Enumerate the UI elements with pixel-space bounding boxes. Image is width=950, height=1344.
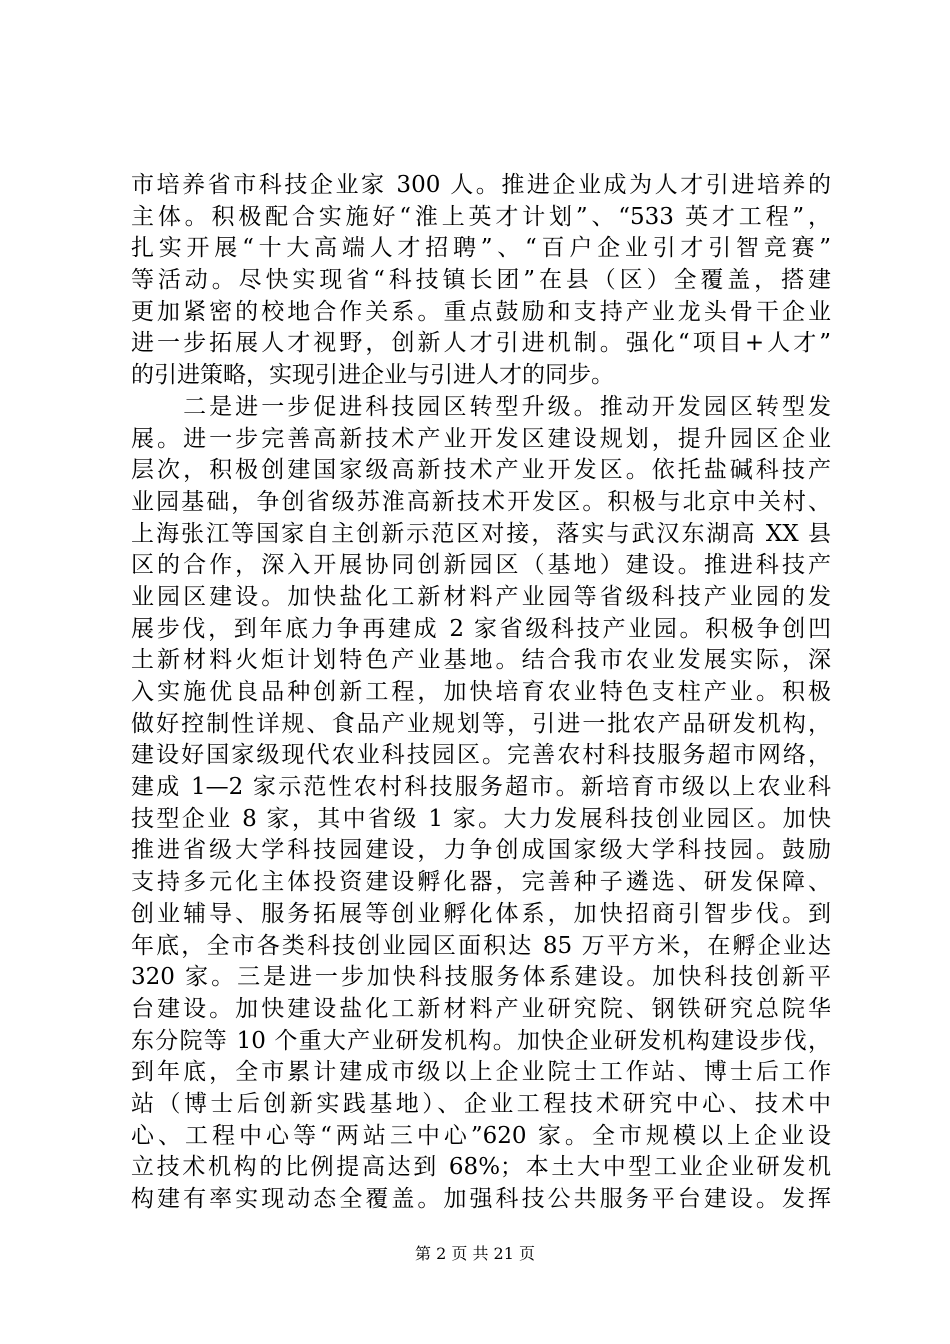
text-line: 320 家。三是进一步加快科技服务体系建设。加快科技创新平 xyxy=(131,964,831,991)
text-line: 心、工程中心等“两站三中心”620 家。全市规模以上企业设 xyxy=(131,1122,831,1149)
text-line: 业园区建设。加快盐化工新材料产业园等省级科技产业园的发 xyxy=(131,583,831,610)
text-line: 层次，积极创建国家级高新技术产业开发区。依托盐碱科技产 xyxy=(131,457,831,484)
body-text xyxy=(131,170,831,1216)
text-line: 主体。积极配合实施好“淮上英才计划”、“533 英才工程”， xyxy=(131,203,831,230)
text-line: 上海张江等国家自主创新示范区对接，落实与武汉东湖高 XX 县 xyxy=(131,520,831,547)
text-line: 进一步拓展人才视野，创新人才引进机制。强化“项目+人才” xyxy=(131,330,831,357)
text-line: 区的合作，深入开展协同创新园区（基地）建设。推进科技产 xyxy=(131,552,831,579)
text-line: 入实施优良品种创新工程，加快培育农业特色支柱产业。积极 xyxy=(131,679,831,705)
text-line: 支持多元化主体投资建设孵化器，完善种子遴选、研发保障、 xyxy=(131,869,831,896)
page-footer: 第 2 页 共 21 页 xyxy=(415,1244,535,1263)
text-line: 展。进一步完善高新技术产业开发区建设规划，提升园区企业 xyxy=(131,425,831,452)
text-line: 东分院等 10 个重大产业研发机构。加快企业研发机构建设步伐， xyxy=(131,1027,831,1054)
text-line: 构建有率实现动态全覆盖。加强科技公共服务平台建设。发挥 xyxy=(131,1186,831,1212)
text-line: 建成 1—2 家示范性农村科技服务超市。新培育市级以上农业科 xyxy=(131,774,831,801)
text-line: 到年底，全市累计建成市级以上企业院士工作站、博士后工作 xyxy=(131,1059,831,1086)
text-line: 做好控制性详规、食品产业规划等，引进一批农产品研发机构， xyxy=(131,710,831,737)
text-line: 建设好国家级现代农业科技园区。完善农村科技服务超市网络， xyxy=(131,742,831,769)
text-line: 土新材料火炬计划特色产业基地。结合我市农业发展实际，深 xyxy=(131,647,831,674)
text-line: 创业辅导、服务拓展等创业孵化体系，加快招商引智步伐。到 xyxy=(131,900,831,927)
text-line: 推进省级大学科技园建设，力争创成国家级大学科技园。鼓励 xyxy=(131,837,831,864)
text-line: 市培养省市科技企业家 300 人。推进企业成为人才引进培养的 xyxy=(131,172,831,198)
text-line: 站（博士后创新实践基地）、企业工程技术研究中心、技术中 xyxy=(131,1090,831,1117)
text-line: 等活动。尽快实现省“科技镇长团”在县（区）全覆盖，搭建 xyxy=(131,267,831,294)
text-line: 年底，全市各类科技创业园区面积达 85 万平方米，在孵企业达 xyxy=(131,932,831,959)
text-line: 业园基础，争创省级苏淮高新技术开发区。积极与北京中关村、 xyxy=(131,488,831,515)
text-line: 更加紧密的校地合作关系。重点鼓励和支持产业龙头骨干企业 xyxy=(131,298,831,325)
text-line: 二是进一步促进科技园区转型升级。推动开发园区转型发 xyxy=(131,393,831,420)
text-line: 的引进策略，实现引进企业与引进人才的同步。 xyxy=(131,362,614,389)
text-line: 台建设。加快建设盐化工新材料产业研究院、钢铁研究总院华 xyxy=(131,995,831,1022)
text-line: 扎实开展“十大高端人才招聘”、“百户企业引才引智竞赛” xyxy=(131,235,831,262)
text-line: 立技术机构的比例提高达到 68%；本土大中型工业企业研发机 xyxy=(131,1154,831,1181)
text-line: 展步伐，到年底力争再建成 2 家省级科技产业园。积极争创凹 xyxy=(131,615,831,642)
text-line: 技型企业 8 家，其中省级 1 家。大力发展科技创业园区。加快 xyxy=(131,805,831,832)
